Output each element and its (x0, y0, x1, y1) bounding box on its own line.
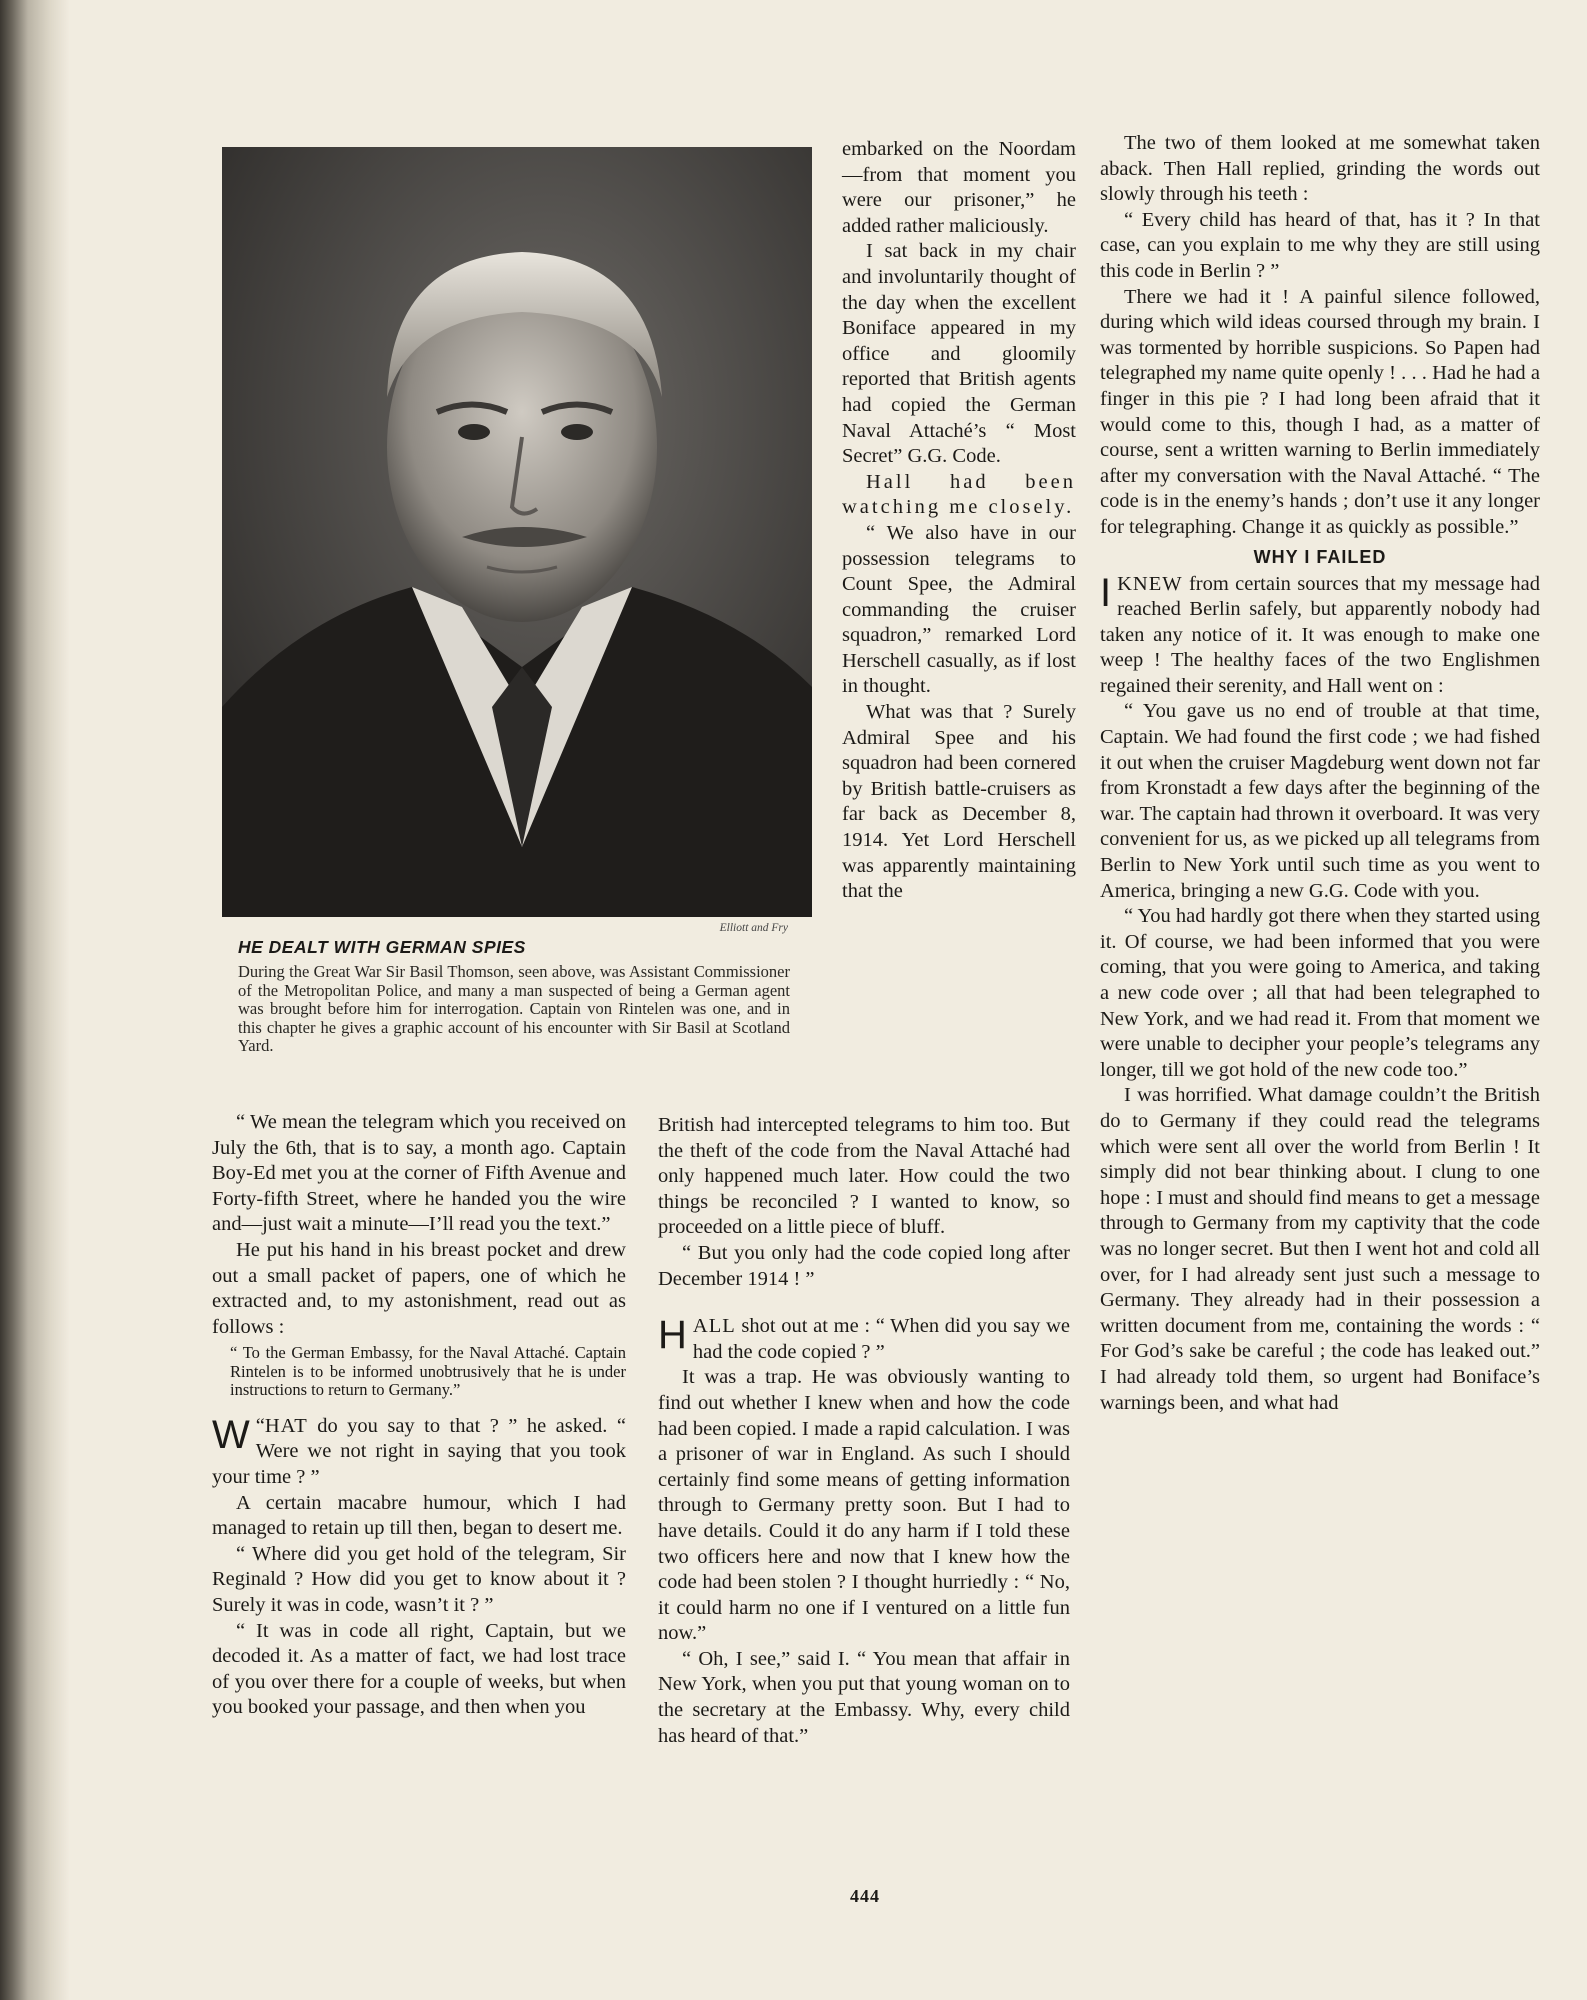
paragraph: The two of them looked at me somewhat taken aback. Then Hall replied, grinding the words out slowly through his teeth : (1100, 132, 1540, 206)
column-left (212, 1110, 626, 1721)
paragraph-text: from certain sources that my message had reached Berlin safely, but apparently nobody had taken any notice of it. It was enough to make one weep ! The healthy faces of the two Englishmen regained their serenity, and Hall went on : (1100, 572, 1540, 697)
paragraph: “ We mean the telegram which you received on July the 6th, that is to say, a month ago. Captain Boy-Ed met you at the corner of Fifth Avenue and Forty-fifth Street, where he handed you the wire and—just wait a minute—I’ll read you the text.” (212, 1111, 626, 1236)
caption-title: HE DEALT WITH GERMAN SPIES (238, 937, 526, 957)
paragraph: “ You had hardly got there when they started using it. Of course, we had been informed that you were coming, that you were going to America, and taking a new code over ; all that had been telegraphed to New York, and we had read it. From that moment we were unable to decipher your people’s telegrams any longer, till we got hold of the new code too.” (1100, 905, 1540, 1081)
paragraph-text: do you say to that ? ” he asked. “ Were we not right in saying that you took your time ? ” (212, 1414, 626, 1489)
paragraph: “ Oh, I see,” said I. “ You mean that affair in New York, when you put that young woman on to the secretary at the Embassy. Why, every child has heard of that.” (658, 1647, 1070, 1747)
paragraph: Hall had been watching me closely. (842, 470, 1076, 519)
portrait-photo (222, 147, 812, 917)
column-right (1100, 131, 1540, 1416)
section-heading: WHY I FAILED (1253, 546, 1387, 567)
telegram-quote: “ To the German Embassy, for the Naval Attaché. Captain Rintelen is to be informed unobtrusively that he is under instructions to return to Germany.” (230, 1343, 626, 1400)
small-caps-lead: ALL (692, 1315, 736, 1338)
photo-credit: Elliott and Fry (719, 922, 788, 934)
drop-cap-letter: I (1100, 570, 1112, 615)
paragraph-dropcap (658, 1314, 1070, 1365)
paragraph: He put his hand in his breast pocket and drew out a small packet of papers, one of which he extracted and, to my astonishment, read out as follows : (212, 1238, 626, 1338)
paragraph: A certain macabre humour, which I had managed to retain up till then, began to desert me. (212, 1491, 626, 1540)
paragraph-text: shot out at me : “ When did you say we had the code copied ? ” (692, 1315, 1070, 1363)
small-caps-lead: KNEW (1117, 572, 1183, 595)
drop-cap-letter: H (658, 1313, 687, 1358)
paragraph: It was a trap. He was obviously wanting to find out whether I knew when and how the code had been copied. I made a rapid calculation. I was a prisoner of war in England. As such I should certainly find some means of getting information through to Germany pretty soon. But I had to have details. Could it do any harm if I told these two officers here and now that I knew how the code had been stolen ? I thought hurriedly : “ No, it could harm no one if I ventured on a little fun now.” (658, 1366, 1070, 1645)
paragraph: What was that ? Surely Admiral Spee and his squadron had been cornered by British battle-cruisers as far back as December 8, 1914. Yet Lord Herschell was apparently maintaining that the (842, 701, 1076, 903)
paragraph: “ Where did you get hold of the telegram, Sir Reginald ? How did you get to know about it ? Surely it was in code, wasn’t it ? ” (212, 1542, 626, 1616)
page-number: 444 (850, 1886, 880, 1906)
paragraph: I sat back in my chair and involuntarily thought of the day when the excellent Boniface appeared in my office and gloomily reported that British agents had copied the German Naval Attaché’s “ Most Secret” G.G. Code. (842, 240, 1076, 468)
paragraph: embarked on the Noordam—from that moment you were our prisoner,” he added rather maliciously. (842, 138, 1076, 237)
paragraph: “ We also have in our possession telegrams to Count Spee, the Admiral commanding the cruiser squadron,” remarked Lord Herschell casually, as if lost in thought. (842, 521, 1076, 698)
column-middle-top (842, 137, 1076, 905)
paragraph: British had intercepted telegrams to him too. But the theft of the code from the Naval Attaché had only happened much later. How could the two things be reconciled ? I wanted to know, so proceeded on a little piece of bluff. (658, 1114, 1070, 1239)
portrait-image (222, 147, 812, 917)
paragraph-dropcap (1100, 572, 1540, 700)
paragraph: “ But you only had the code copied long after December 1914 ! ” (658, 1241, 1070, 1290)
paragraph: “ Every child has heard of that, has it ? In that case, can you explain to me why they are still using this code in Berlin ? ” (1100, 208, 1540, 282)
paragraph: “ You gave us no end of trouble at that time, Captain. We had found the first code ; we had fished it out when the cruiser Magdeburg went down not far from Kronstadt a few days after the beginning of the war. The captain had thrown it overboard. It was very convenient for us, as we picked up all telegrams from Berlin to New York until such time as you went to America, bringing a new G.G. Code with you. (1100, 700, 1540, 902)
open-quote: “ (255, 1414, 265, 1437)
paragraph-dropcap (212, 1414, 626, 1491)
paragraph: There we had it ! A painful silence followed, during which wild ideas coursed through my brain. I was tormented by horrible suspicions. So Papen had telegraphed my name quite openly ! . . . Had he had a finger in this pie ? I had long been afraid that it would come to this, though I had, as a matter of course, sent a written warning to Berlin immediately after my conversation with the Naval Attaché. “ The code is in the enemy’s hands ; don’t use it any longer for telegraphing. Change it as quickly as possible.” (1100, 285, 1540, 538)
column-middle-bottom (658, 1113, 1070, 1749)
small-caps-lead: HAT (264, 1414, 308, 1437)
paragraph: “ It was in code all right, Captain, but we decoded it. As a matter of fact, we had lost trace of you over there for a couple of weeks, but when you booked your passage, and then when you (212, 1619, 626, 1719)
caption-body: During the Great War Sir Basil Thomson, seen above, was Assistant Commissioner of the Metropolitan Police, and many a man suspected of being a German agent was brought before him for interrogation. Captain von Rintelen was one, and in this chapter he gives a graphic account of his encounter with Sir Basil at Scotland Yard. (238, 962, 790, 1056)
drop-cap-letter: W (212, 1412, 250, 1457)
paragraph: I was horrified. What damage couldn’t the British do to Germany if they could read the telegrams which were sent all over the world from Berlin ! It simply did not bear thinking about. I clung to one hope : I must and should find means to get a message through to Germany from my captivity that the code was no longer secret. But then I went hot and cold all over, for I had already sent just such a message to Germany. They already had in their possession a written document from me, containing the words : “ For God’s sake be careful ; the code has leaked out.” I had already told them, so urgent had Boniface’s warnings been, and what had (1100, 1084, 1540, 1414)
